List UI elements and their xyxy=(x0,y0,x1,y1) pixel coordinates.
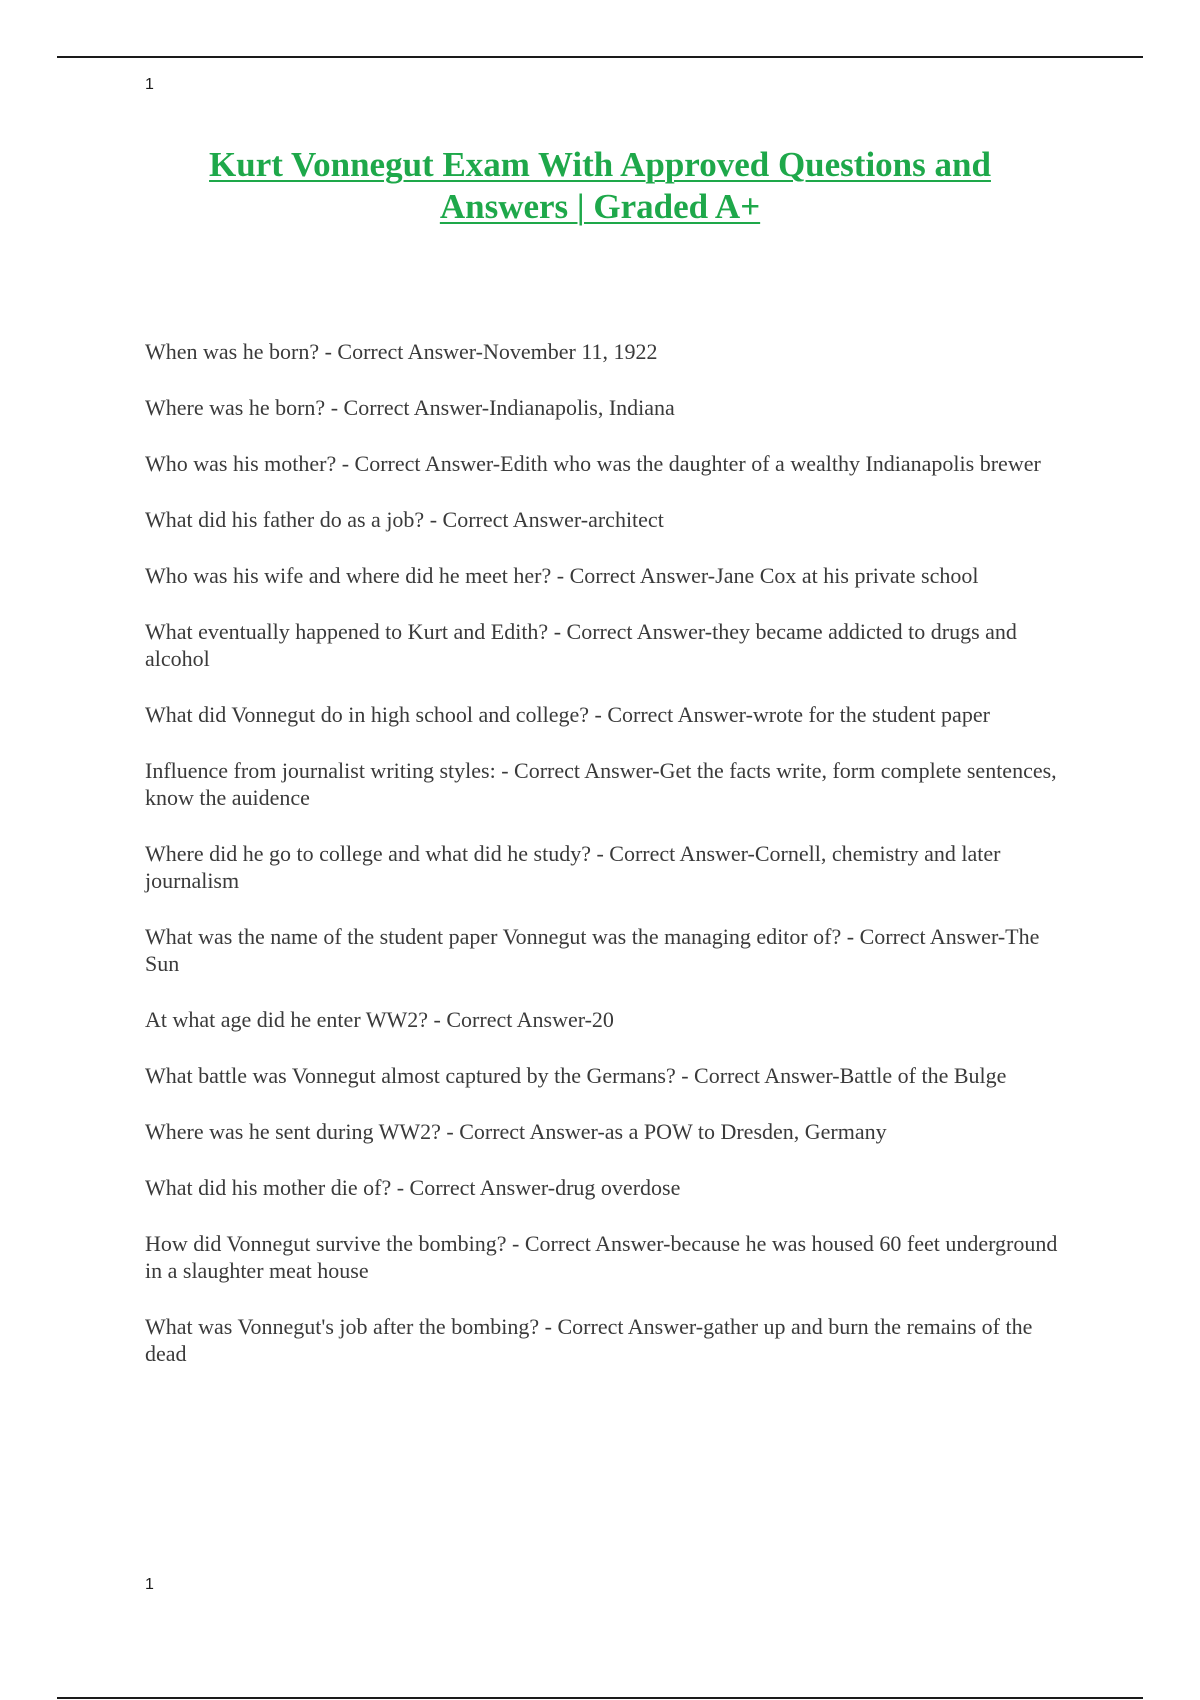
qa-item: What did his father do as a job? - Correct Answer-architect xyxy=(145,507,664,532)
qa-item: Where was he born? - Correct Answer-Indianapolis, Indiana xyxy=(145,395,675,420)
qa-item: Who was his mother? - Correct Answer-Edith who was the daughter of a wealthy Indianapolis brewer xyxy=(145,451,1041,476)
qa-item: Influence from journalist writing styles: - Correct Answer-Get the facts write, form complete sentences, know the auidence xyxy=(145,758,1057,810)
qa-item: When was he born? - Correct Answer-November 11, 1922 xyxy=(145,339,658,364)
title-line-2: Answers | Graded A+ xyxy=(439,187,761,226)
qa-item: What was the name of the student paper Vonnegut was the managing editor of? - Correct Answer-The Sun xyxy=(145,924,1040,976)
top-rule xyxy=(57,56,1143,58)
page-number-bottom: 1 xyxy=(145,1576,154,1593)
qa-list xyxy=(145,338,1065,1396)
title-line-1: Kurt Vonnegut Exam With Approved Questions and xyxy=(209,145,991,184)
page-number-top: 1 xyxy=(145,76,154,93)
qa-item: Who was his wife and where did he meet her? - Correct Answer-Jane Cox at his private school xyxy=(145,563,979,588)
qa-item: Where was he sent during WW2? - Correct Answer-as a POW to Dresden, Germany xyxy=(145,1119,887,1144)
document-title xyxy=(100,144,1100,228)
qa-item: At what age did he enter WW2? - Correct Answer-20 xyxy=(145,1007,614,1032)
qa-item: What eventually happened to Kurt and Edith? - Correct Answer-they became addicted to drugs and alcohol xyxy=(145,619,1017,671)
qa-item: What did his mother die of? - Correct Answer-drug overdose xyxy=(145,1175,681,1200)
bottom-rule xyxy=(57,1697,1143,1699)
qa-item: What did Vonnegut do in high school and college? - Correct Answer-wrote for the student paper xyxy=(145,702,990,727)
qa-item: Where did he go to college and what did he study? - Correct Answer-Cornell, chemistry and later journalism xyxy=(145,841,1001,893)
qa-item: How did Vonnegut survive the bombing? - Correct Answer-because he was housed 60 feet underground in a slaughter meat house xyxy=(145,1231,1058,1283)
qa-item: What battle was Vonnegut almost captured by the Germans? - Correct Answer-Battle of the Bulge xyxy=(145,1063,1007,1088)
qa-item: What was Vonnegut's job after the bombing? - Correct Answer-gather up and burn the remains of the dead xyxy=(145,1314,1033,1366)
